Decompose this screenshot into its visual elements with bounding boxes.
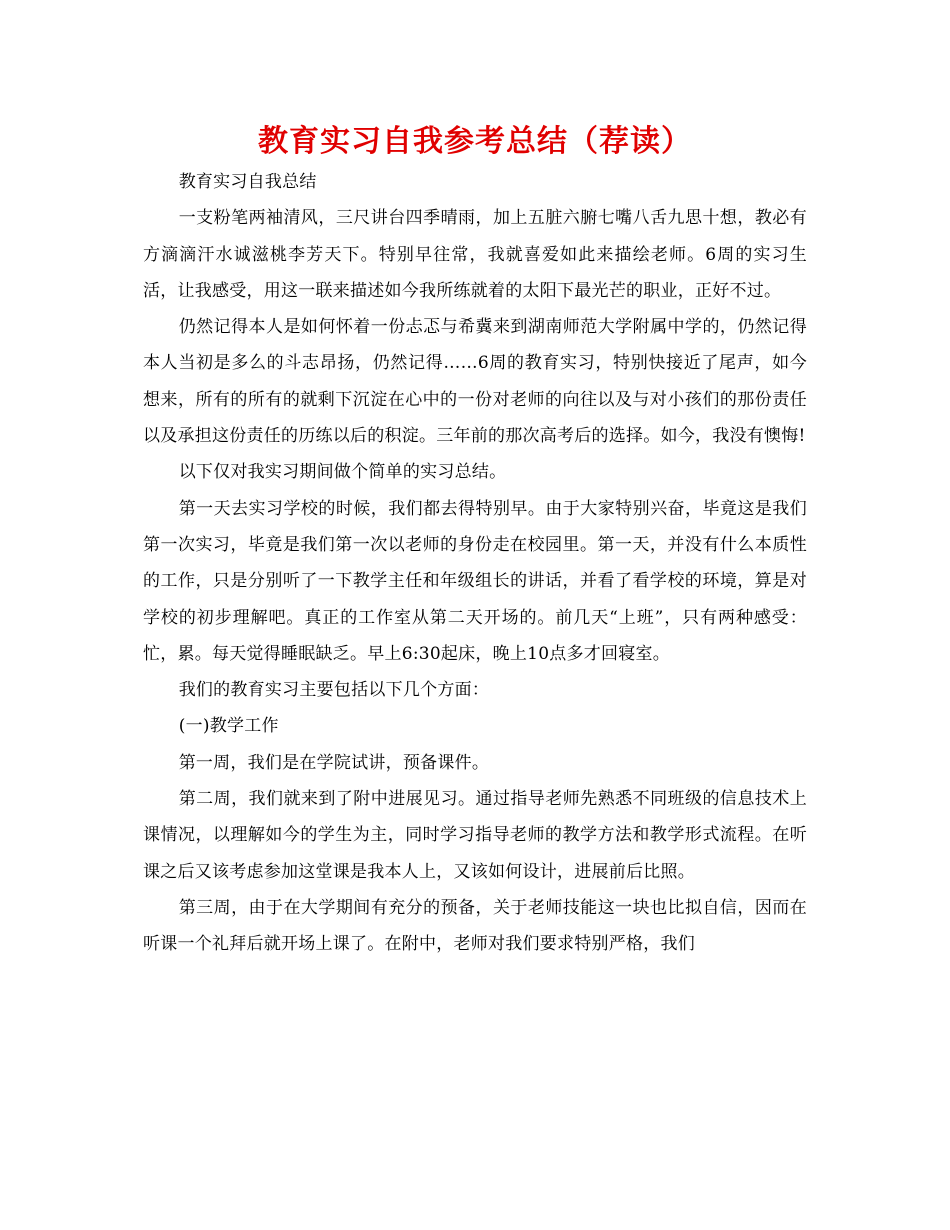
paragraph: 以下仅对我实习期间做个简单的实习总结。	[178, 462, 507, 483]
paragraph: 第一周，我们是在学院试讲，预备课件。	[178, 752, 490, 773]
paragraph: 仍然记得本人是如何怀着一份忐忑与希冀来到湖南师范大学附属中学的，仍然记得本人当初是多么的斗志昂扬，仍然记得……6周的教育实习，特别快接近了尾声，如今想来，所有的所有的就剩下沉淀在心中的一份对老师的向往以及与对小孩们的那份责任以及承担这份责任的历练以后的积淀。三年前的那次高考后的选择。如今，我没有懊悔!	[143, 317, 807, 447]
paragraph: 我们的教育实习主要包括以下几个方面：	[178, 680, 490, 701]
paragraph: 第三周，由于在大学期间有充分的预备，关于老师技能这一块也比拟自信，因而在听课一个礼拜后就开场上课了。在附中，老师对我们要求特别严格，我们	[143, 897, 807, 955]
document-title: 教育实习自我参考总结（荐读）	[258, 124, 692, 159]
paragraph: 第一天去实习学校的时候，我们都去得特别早。由于大家特别兴奋，毕竟这是我们第一次实习，毕竟是我们第一次以老师的身份走在校园里。第一天，并没有什么本质性的工作，只是分别听了一下教学主任和年级组长的讲话，并看了看学校的环境，算是对学校的初步理解吧。真正的工作室从第二天开场的。前几天“上班”，只有两种感受：忙，累。每天觉得睡眠缺乏。早上6:30起床，晚上10点多才回寝室。	[143, 498, 807, 664]
paragraph: 第二周，我们就来到了附中进展见习。通过指导老师先熟悉不同班级的信息技术上课情况，以理解如今的学生为主，同时学习指导老师的教学方法和教学形式流程。在听课之后又该考虑参加这堂课是我本人上，又该如何设计，进展前后比照。	[143, 789, 807, 882]
document-body	[143, 164, 807, 963]
section-heading: (一)教学工作	[178, 716, 279, 737]
paragraph: 一支粉笔两袖清风，三尺讲台四季晴雨，加上五脏六腑七嘴八舌九思十想，教必有方滴滴汗水诚滋桃李芳天下。特别早往常，我就喜爱如此来描绘老师。6周的实习生活，让我感受，用这一联来描述如今我所练就着的太阳下最光芒的职业，正好不过。	[143, 208, 807, 301]
paragraph-subtitle: 教育实习自我总结	[178, 172, 317, 192]
